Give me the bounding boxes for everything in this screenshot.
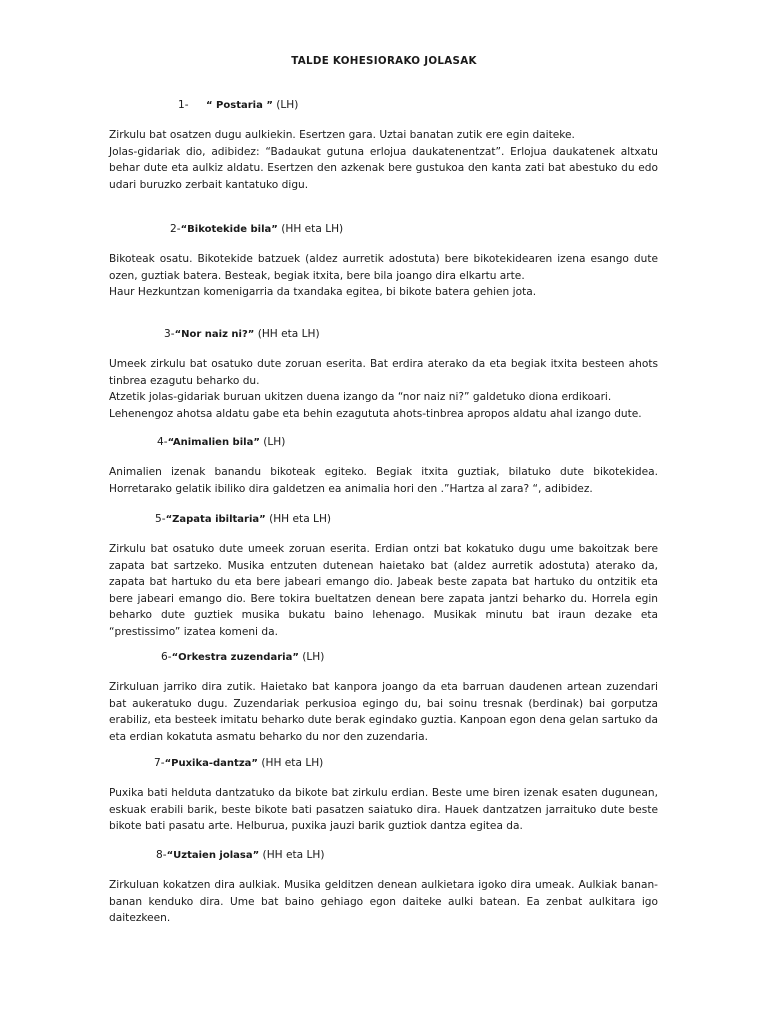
game-heading-5 bbox=[155, 511, 331, 529]
paragraph: Puxika bati helduta dantzatuko da bikote bat zirkulu erdian. Beste ume biren izenak esaten dugunean, eskuak erabili barik, beste bikote bati pasatzen saiatuko dira. Hauek dantzatzen jarraituko dute beste bikote bati pasatu arte. Helburua, puxika jauzi barik guztiok dantza egitea da. bbox=[109, 787, 658, 832]
paragraph: Umeek zirkulu bat osatuko dute zoruan eserita. Bat erdira aterako da eta begiak itxita besteen ahots tinbrea ezagutu beharko du. bbox=[109, 358, 658, 387]
game-level-tag: (LH) bbox=[259, 436, 286, 448]
game-level-tag: (HH eta LH) bbox=[277, 223, 344, 235]
game-name: “Bikotekide bila” bbox=[180, 224, 278, 235]
game-description-5 bbox=[109, 541, 658, 640]
paragraph: Zirkulu bat osatuko dute umeek zoruan eserita. Erdian ontzi bat kokatuko dugu ume bakoitzak bere zapata bat sartzeko. Musika entzuten dutenean haietako bat (aldez aurretik adostuta) aterako da, zapata bat hartuko du eta bere jabeari emango dio. Jabeak beste zapata bat hartuko du ontzitik eta bere jabeari emango dio. Bere tokira bueltatzen denean bere zapata jantzi beharko du. Horrela egin beharko dute guztiek musika bukatu baino lehenago. Musikak minutu bat iraun dezake eta “prestissimo” izatea komeni da. bbox=[109, 543, 658, 638]
game-heading-6 bbox=[161, 649, 324, 667]
game-level-tag: (LH) bbox=[298, 651, 325, 663]
game-description-3 bbox=[109, 356, 658, 422]
game-number: 6- bbox=[161, 651, 172, 663]
game-name: “Zapata ibiltaria” bbox=[165, 514, 266, 525]
game-description-7 bbox=[109, 785, 658, 835]
document-title: TALDE KOHESIORAKO JOLASAK bbox=[291, 55, 477, 67]
game-number: 7- bbox=[154, 757, 165, 769]
game-description-2 bbox=[109, 251, 658, 301]
game-name: “Animalien bila” bbox=[167, 437, 260, 448]
paragraph: Zirkuluan kokatzen dira aulkiak. Musika gelditzen denean aulkietara igoko dira umeak. Aulkiak banan-banan kenduko dira. Ume bat baino gehiago egon daiteke aulki batean. Ea zenbat aulkitara igo daitezkeen. bbox=[109, 879, 658, 924]
game-number: 2- bbox=[170, 223, 181, 235]
game-heading-3 bbox=[164, 326, 320, 344]
game-description-8 bbox=[109, 877, 658, 927]
game-name: “Puxika-dantza” bbox=[164, 758, 258, 769]
game-heading-7 bbox=[154, 755, 323, 773]
game-number: 3- bbox=[164, 328, 175, 340]
game-heading-2 bbox=[170, 221, 343, 239]
paragraph: Bikoteak osatu. Bikotekide batzuek (aldez aurretik adostuta) bere bikotekidearen izena esango dute ozen, guztiak batera. Besteak, begiak itxita, bere bila joango dira elkartu arte. bbox=[109, 253, 658, 282]
game-description-6 bbox=[109, 679, 658, 745]
game-level-tag: (HH eta LH) bbox=[254, 328, 320, 340]
game-number: 4- bbox=[157, 436, 168, 448]
game-heading-4 bbox=[157, 434, 285, 452]
game-name: “Uztaien jolasa” bbox=[166, 850, 260, 861]
game-description-4 bbox=[109, 464, 658, 497]
game-heading-1 bbox=[178, 97, 298, 115]
game-heading-8 bbox=[156, 847, 325, 865]
game-description-1 bbox=[109, 127, 658, 193]
paragraph: Zirkulu bat osatzen dugu aulkiekin. Esertzen gara. Uztai banatan zutik ere egin daiteke. bbox=[109, 129, 575, 141]
paragraph: Zirkuluan jarriko dira zutik. Haietako bat kanpora joango da eta barruan daudenen artean zuzendari bat aukeratuko dugu. Zuzendariak perkusioa egingo du, bai soinu tresnak (berdinak) bai gorputza erabiliz, eta besteek imitatu beharko dute berak egindako guztia. Kanpoan egon dena gelan sartuko da eta erdian kokatuta asmatu beharko du nor den zuzendaria. bbox=[109, 681, 658, 743]
game-name: “ Postaria ” bbox=[206, 100, 273, 111]
game-level-tag: (HH eta LH) bbox=[265, 513, 332, 525]
game-level-tag: (HH eta LH) bbox=[257, 757, 324, 769]
paragraph: Lehenengoz ahotsa aldatu gabe eta behin ezagututa ahots-tinbrea apropos aldatu ahal izango dute. bbox=[109, 407, 642, 420]
paragraph: Jolas-gidariak dio, adibidez: “Badaukat gutuna erlojua daukatenentzat”. Erlojua daukatenek altxatu behar dute eta aulkiz aldatu. Esertzen den azkenak bere gustukoa den kanta zati bat abestuko du edo udari buruzko zerbait kantatuko digu. bbox=[109, 145, 658, 191]
game-number: 1- bbox=[178, 99, 189, 111]
game-number: 8- bbox=[156, 849, 167, 861]
game-name: “Orkestra zuzendaria” bbox=[171, 652, 299, 663]
paragraph: Animalien izenak banandu bikoteak egiteko. Begiak itxita guztiak, bilatuko dute bikotekidea. Horretarako gelatik ibiliko dira galdetzen ea animalia hori den .”Hartza al zara? “, adibidez. bbox=[109, 466, 658, 495]
game-level-tag: (HH eta LH) bbox=[259, 849, 325, 861]
paragraph: Haur Hezkuntzan komenigarria da txandaka egitea, bi bikote batera gehien jota. bbox=[109, 286, 537, 298]
paragraph: Atzetik jolas-gidariak buruan ukitzen duena izango da “nor naiz ni?” galdetuko diona erdikoari. bbox=[109, 391, 612, 403]
game-number: 5- bbox=[155, 513, 166, 525]
game-name: “Nor naiz ni?” bbox=[174, 329, 255, 340]
game-level-tag: (LH) bbox=[272, 99, 299, 111]
